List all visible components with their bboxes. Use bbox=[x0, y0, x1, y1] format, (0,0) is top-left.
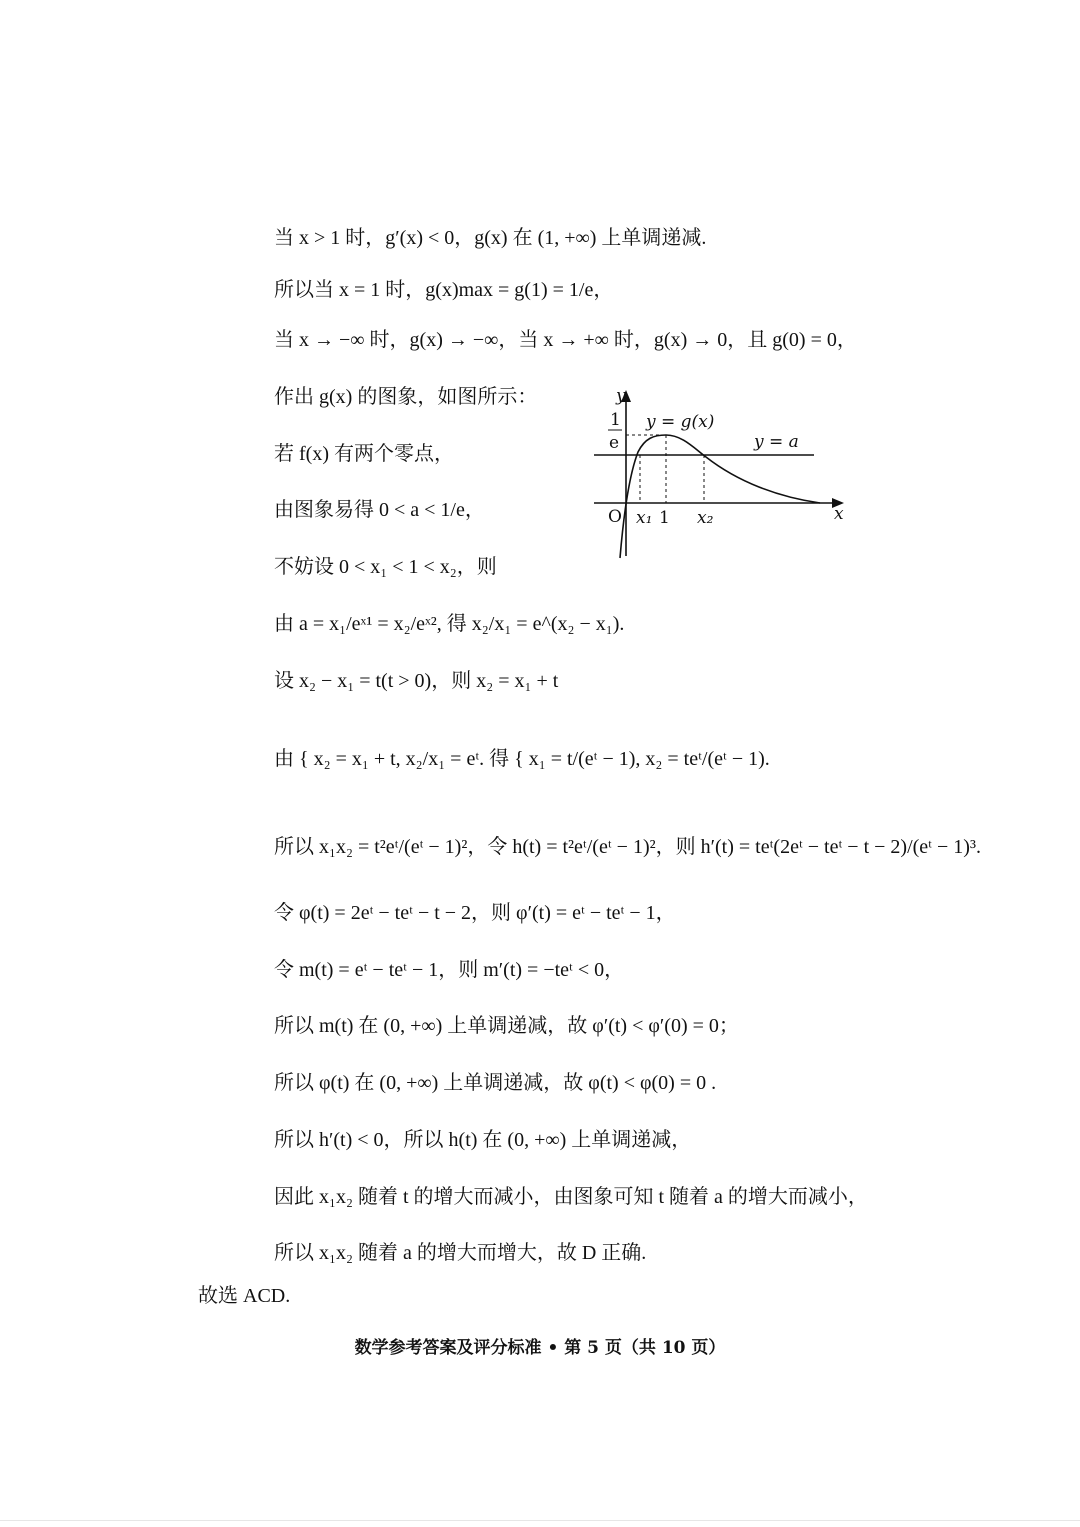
text-line-17: 因此 x₁x₂ 随着 t 的增大而减小，由图象可知 t 随着 a 的增大而减小， bbox=[274, 1186, 868, 1208]
text-line-18: 所以 x₁x₂ 随着 a 的增大而增大，故 D 正确. bbox=[274, 1242, 647, 1264]
text-line-11: 所以 x₁x₂ = t²eᵗ/(eᵗ − 1)²，令 h(t) = t²eᵗ/(eᵗ − 1)²，则 h′(t) = teᵗ(2eᵗ − teᵗ − t − 2)/(eᵗ − 1)³. bbox=[274, 836, 981, 858]
y-tick-numerator: 1 bbox=[610, 410, 621, 430]
text-line-15: 所以 φ(t) 在 (0, +∞) 上单调递减，故 φ(t) < φ(0) = 0 . bbox=[274, 1072, 717, 1094]
curve-label: y = g(x) bbox=[646, 412, 715, 432]
x2-label: x₂ bbox=[697, 508, 714, 528]
text-line-13: 令 m(t) = eᵗ − teᵗ − 1，则 m′(t) = −teᵗ < 0， bbox=[274, 959, 625, 981]
text-line-10: 由 { x₂ = x₁ + t, x₂/x₁ = eᵗ. 得 { x₁ = t/(eᵗ − 1), x₂ = teᵗ/(eᵗ − 1). bbox=[274, 748, 770, 770]
x1-label: x₁ bbox=[636, 508, 653, 528]
text-line-7: 不妨设 0 < x₁ < 1 < x₂，则 bbox=[274, 556, 497, 578]
text-line-3: 当 x → −∞ 时，g(x) → −∞，当 x → +∞ 时，g(x) → 0，且 g(0) = 0， bbox=[274, 329, 857, 351]
bottom-divider bbox=[0, 1520, 1080, 1521]
x-axis-label: x bbox=[834, 504, 844, 524]
text-line-8: 由 a = x₁/eˣ¹ = x₂/eˣ², 得 x₂/x₁ = e^(x₂ − x₁). bbox=[274, 613, 625, 635]
text-line-12: 令 φ(t) = 2eᵗ − teᵗ − t − 2，则 φ′(t) = eᵗ − teᵗ − 1， bbox=[274, 902, 676, 924]
text-line-2: 所以当 x = 1 时，g(x)max = g(1) = 1/e， bbox=[274, 279, 614, 301]
text-line-4: 作出 g(x) 的图象，如图所示： bbox=[274, 386, 538, 408]
function-graph bbox=[588, 382, 850, 560]
page-footer: 数学参考答案及评分标准 • 第 5 页（共 10 页） bbox=[354, 1338, 726, 1358]
text-line-19: 故选 ACD. bbox=[198, 1285, 291, 1307]
one-label: 1 bbox=[659, 508, 670, 528]
curve-g-of-x bbox=[620, 435, 820, 558]
text-line-6: 由图象易得 0 < a < 1/e， bbox=[274, 499, 485, 521]
text-line-9: 设 x₂ − x₁ = t(t > 0)，则 x₂ = x₁ + t bbox=[274, 670, 559, 692]
y-tick-denominator: e bbox=[609, 433, 620, 453]
text-line-16: 所以 h′(t) < 0，所以 h(t) 在 (0, +∞) 上单调递减， bbox=[274, 1129, 692, 1151]
y-axis-label: y bbox=[616, 386, 626, 406]
origin-label: O bbox=[608, 507, 622, 527]
text-line-5: 若 f(x) 有两个零点， bbox=[274, 443, 454, 465]
text-line-14: 所以 m(t) 在 (0, +∞) 上单调递减，故 φ′(t) < φ′(0) = 0； bbox=[274, 1015, 739, 1037]
line-label: y = a bbox=[754, 432, 799, 452]
text-line-1: 当 x > 1 时，g′(x) < 0，g(x) 在 (1, +∞) 上单调递减. bbox=[274, 227, 707, 249]
